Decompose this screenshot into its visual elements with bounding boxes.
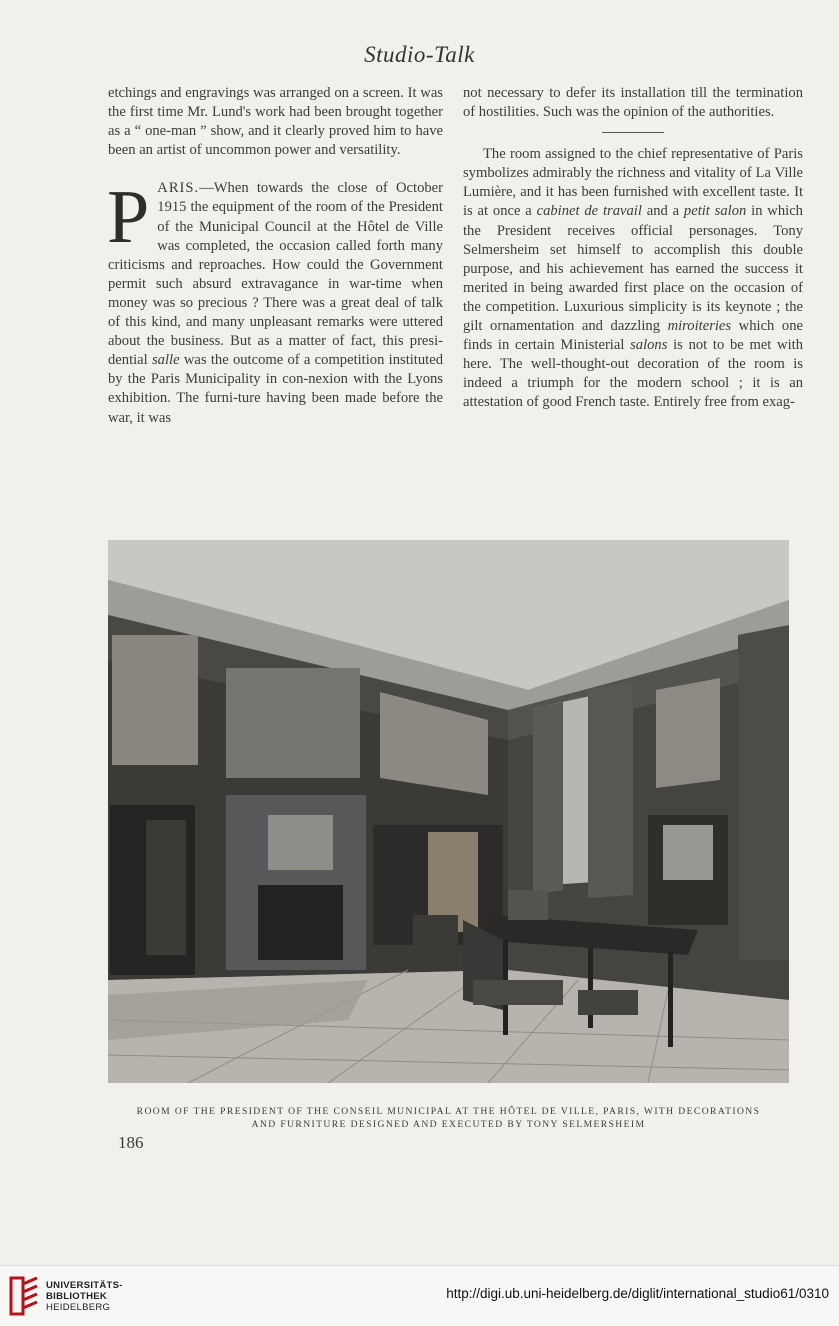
caption-line-2: AND FURNITURE DESIGNED AND EXECUTED BY TONY SELMERSHEIM bbox=[251, 1119, 646, 1130]
right-column bbox=[463, 84, 803, 413]
left-paragraph-2-text-b: was the outcome of a competition instituted by the Paris Municipality in con-nexion with the Lyons exhibition. The furni-ture having been made before the war, it was bbox=[108, 352, 443, 426]
permalink-url[interactable]: http://digi.ub.uni-heidelberg.de/diglit/international_studio61/0310 bbox=[446, 1286, 829, 1301]
caption-line-1: ROOM OF THE PRESIDENT OF THE CONSEIL MUNICIPAL AT THE HÔTEL DE VILLE, PARIS, WITH DECORATIONS bbox=[136, 1106, 761, 1117]
page-number: 186 bbox=[118, 1133, 144, 1152]
right-paragraph-1: not necessary to defer its installation till the termination of hostilities. Such was the opinion of the authorities. bbox=[463, 85, 803, 121]
left-paragraph-2-text-a: —When towards the close of October 1915 the equipment of the room of the President of the Municipal Council at the Hôtel de Ville was completed, the occasion called forth many criticisms and reproaches. How could the Government permit such absurd extravagance in war-time when money was so precious ? There was a great deal of talk of this kind, and many unpleasant remarks were uttered about the business. But as a matter of fact, this presi-dential bbox=[108, 180, 443, 369]
italic-cabinet-de-travail: cabinet de travail bbox=[536, 203, 642, 220]
library-logo-icon[interactable] bbox=[9, 1276, 41, 1316]
left-paragraph-1: etchings and engravings was arranged on a screen. It was the first time Mr. Lund's work had been brought together as a “ one-man ” show, and it clearly proved him to have been an artist of uncommon power and versatility. bbox=[108, 85, 443, 159]
figure-caption bbox=[108, 1105, 789, 1131]
right-paragraph-2-text-d: which one finds in certain Ministerial bbox=[463, 318, 803, 354]
viewer-footer bbox=[0, 1265, 839, 1326]
italic-miroiteries: miroiteries bbox=[667, 318, 732, 335]
drop-cap: P bbox=[107, 175, 150, 260]
library-name-line-1: UNIVERSITÄTS- bbox=[46, 1280, 123, 1291]
right-paragraph-2-text-a: The room assigned to the chief representative of Paris symbolizes admirably the richness and vitality of La Ville Lumière, and it has been furnished with excellent taste. It is at once a bbox=[463, 146, 803, 220]
running-head: Studio-Talk bbox=[364, 42, 475, 67]
library-name[interactable] bbox=[46, 1280, 123, 1313]
right-paragraph-2-text-b: and a bbox=[641, 203, 684, 220]
right-paragraph-2-text-e: is not to be met with here. The well-thought-out decoration of the room is indeed a triumph for the modern school ; it is an attestation of good French taste. Entirely free from exag- bbox=[463, 337, 803, 411]
italic-salons: salons bbox=[630, 337, 668, 354]
right-paragraph-2-text-c: in which the President receives official personages. Tony Selmersheim set himself to accomplish this double purpose, and his achievement has earned the success it merited in being awarded first place on the occasion of the competition. Luxurious simplicity is its keynote ; the gilt ornamentation and dazzling bbox=[463, 203, 803, 335]
library-name-line-3: HEIDELBERG bbox=[46, 1302, 111, 1313]
italic-salle: salle bbox=[152, 352, 180, 369]
italic-petit-salon: petit salon bbox=[683, 203, 747, 220]
library-name-line-2: BIBLIOTHEK bbox=[46, 1291, 108, 1302]
room-photograph bbox=[108, 540, 789, 1083]
drop-cap-continuation: ARIS. bbox=[157, 180, 200, 197]
left-column bbox=[108, 84, 443, 428]
right-paragraph-2 bbox=[463, 145, 803, 412]
section-rule bbox=[602, 132, 664, 133]
left-paragraph-2 bbox=[107, 175, 443, 427]
